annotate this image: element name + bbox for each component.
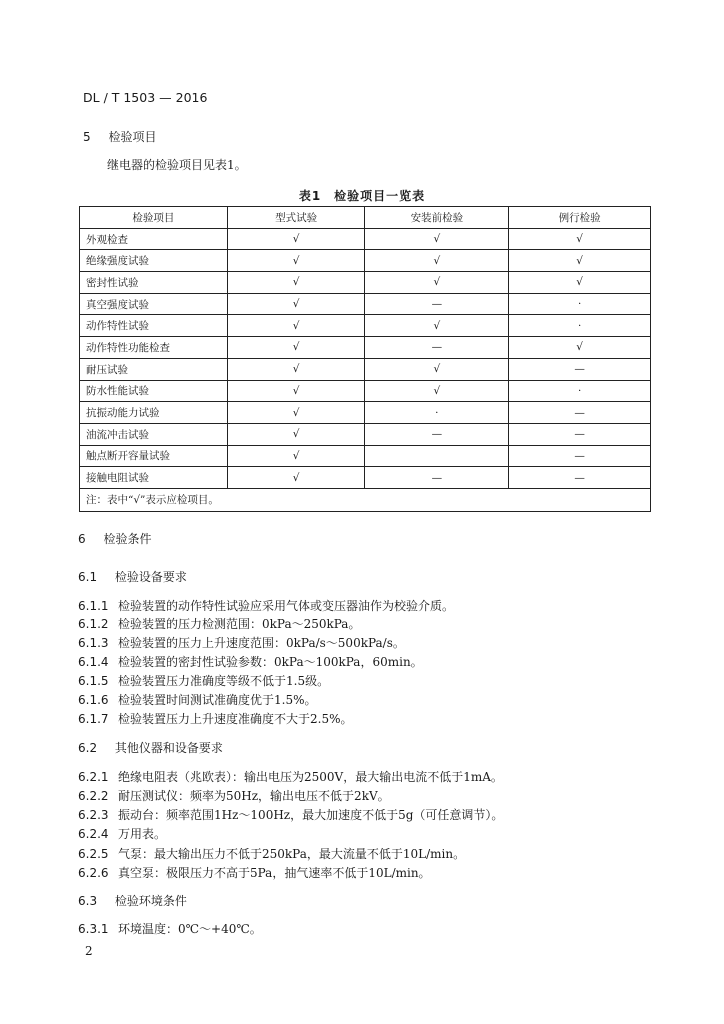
routine-cell: · bbox=[509, 380, 651, 402]
item-name: 真空强度试验 bbox=[80, 293, 228, 315]
item-name: 油流冲击试验 bbox=[80, 423, 228, 445]
clause-6-2-5 bbox=[78, 845, 465, 862]
item-name: 动作特性试验 bbox=[80, 315, 228, 337]
type-test-cell: √ bbox=[227, 423, 365, 445]
section-number: 6 bbox=[78, 532, 86, 546]
clause-number: 6.1.7 bbox=[78, 712, 109, 726]
clause-number: 6.1.3 bbox=[78, 636, 109, 650]
type-test-cell: √ bbox=[227, 315, 365, 337]
type-test-cell: √ bbox=[227, 358, 365, 380]
clause-text: 检验装置的密封性试验参数：0kPa～100kPa，60min。 bbox=[118, 655, 423, 669]
clause-6-2-2 bbox=[78, 787, 390, 804]
routine-cell: — bbox=[509, 467, 651, 489]
clause-text: 环境温度：0℃～+40℃。 bbox=[118, 922, 262, 936]
section-title: 检验设备要求 bbox=[114, 570, 187, 584]
table-note-row bbox=[80, 488, 651, 511]
document-header: DL / T 1503 — 2016 bbox=[83, 90, 208, 105]
clause-number: 6.1.4 bbox=[78, 655, 109, 669]
routine-cell: — bbox=[509, 358, 651, 380]
clause-number: 6.1.1 bbox=[78, 599, 109, 613]
clause-6-1-3 bbox=[78, 634, 405, 651]
item-name: 密封性试验 bbox=[80, 272, 228, 294]
clause-6-3-1 bbox=[78, 920, 262, 937]
item-name: 抗振动能力试验 bbox=[80, 402, 228, 424]
table-row bbox=[80, 380, 651, 402]
item-name: 触点断开容量试验 bbox=[80, 445, 228, 467]
section-5-heading bbox=[83, 128, 156, 145]
clause-6-1-6 bbox=[78, 691, 317, 708]
routine-cell: √ bbox=[509, 250, 651, 272]
table-caption: 表1 检验项目一览表 bbox=[298, 189, 426, 203]
table-note: 注：表中“√”表示应检项目。 bbox=[80, 488, 651, 511]
section-number: 6.3 bbox=[78, 894, 98, 908]
table-row bbox=[80, 402, 651, 424]
table-row bbox=[80, 228, 651, 250]
table-header-row bbox=[80, 207, 651, 229]
pre-install-cell: √ bbox=[365, 380, 509, 402]
item-name: 绝缘强度试验 bbox=[80, 250, 228, 272]
clause-text: 气泵：最大输出压力不低于250kPa，最大流量不低于10L/min。 bbox=[118, 847, 466, 861]
clause-6-2-6 bbox=[78, 864, 431, 881]
type-test-cell: √ bbox=[227, 272, 365, 294]
clause-number: 6.1.2 bbox=[78, 617, 109, 631]
clause-text: 检验装置的压力检测范围：0kPa～250kPa。 bbox=[118, 617, 361, 631]
clause-6-2-4 bbox=[78, 825, 166, 842]
inspection-table bbox=[79, 206, 651, 512]
pre-install-cell: · bbox=[365, 402, 509, 424]
column-header: 例行检验 bbox=[509, 207, 651, 229]
clause-number: 6.1.6 bbox=[78, 693, 109, 707]
pre-install-cell: √ bbox=[365, 272, 509, 294]
clause-text: 检验装置压力上升速度准确度不大于2.5%。 bbox=[118, 712, 353, 726]
clause-number: 6.1.5 bbox=[78, 674, 109, 688]
pre-install-cell: √ bbox=[365, 228, 509, 250]
clause-6-1-7 bbox=[78, 710, 353, 727]
clause-text: 真空泵：极限压力不高于5Pa，抽气速率不低于10L/min。 bbox=[118, 866, 431, 880]
routine-cell: — bbox=[509, 402, 651, 424]
section-number: 6.1 bbox=[78, 570, 98, 584]
clause-6-2-1 bbox=[78, 768, 503, 785]
section-title: 检验环境条件 bbox=[114, 894, 187, 908]
clause-text: 耐压测试仪：频率为50Hz，输出电压不低于2kV。 bbox=[118, 789, 390, 803]
routine-cell: — bbox=[509, 423, 651, 445]
clause-text: 检验装置时间测试准确度优于1.5%。 bbox=[118, 693, 317, 707]
pre-install-cell: √ bbox=[365, 358, 509, 380]
table-row bbox=[80, 250, 651, 272]
clause-text: 检验装置压力准确度等级不低于1.5级。 bbox=[118, 674, 330, 688]
item-name: 动作特性功能检查 bbox=[80, 337, 228, 359]
routine-cell: √ bbox=[509, 337, 651, 359]
item-name: 防水性能试验 bbox=[80, 380, 228, 402]
table-row bbox=[80, 423, 651, 445]
pre-install-cell: — bbox=[365, 467, 509, 489]
routine-cell: √ bbox=[509, 228, 651, 250]
column-header: 检验项目 bbox=[80, 207, 228, 229]
table-row bbox=[80, 358, 651, 380]
table-row bbox=[80, 467, 651, 489]
table-row bbox=[80, 315, 651, 337]
page-number: 2 bbox=[85, 944, 93, 958]
column-header: 型式试验 bbox=[227, 207, 365, 229]
section-number: 5 bbox=[83, 130, 91, 144]
routine-cell: √ bbox=[509, 272, 651, 294]
pre-install-cell: √ bbox=[365, 250, 509, 272]
clause-number: 6.2.3 bbox=[78, 808, 109, 822]
section-6-1-heading bbox=[78, 568, 187, 585]
table-row bbox=[80, 293, 651, 315]
type-test-cell: √ bbox=[227, 467, 365, 489]
clause-number: 6.2.5 bbox=[78, 847, 109, 861]
clause-text: 振动台：频率范围1Hz～100Hz，最大加速度不低于5g（可任意调节）。 bbox=[118, 808, 504, 822]
clause-text: 绝缘电阻表（兆欧表）：输出电压为2500V，最大输出电流不低于1mA。 bbox=[118, 770, 503, 784]
section-title: 检验项目 bbox=[108, 130, 157, 144]
routine-cell: · bbox=[509, 315, 651, 337]
section-title: 检验条件 bbox=[103, 532, 152, 546]
type-test-cell: √ bbox=[227, 293, 365, 315]
clause-number: 6.2.2 bbox=[78, 789, 109, 803]
type-test-cell: √ bbox=[227, 402, 365, 424]
item-name: 接触电阻试验 bbox=[80, 467, 228, 489]
pre-install-cell: — bbox=[365, 293, 509, 315]
clause-number: 6.3.1 bbox=[78, 922, 109, 936]
type-test-cell: √ bbox=[227, 445, 365, 467]
clause-6-1-5 bbox=[78, 672, 329, 689]
table-row bbox=[80, 337, 651, 359]
type-test-cell: √ bbox=[227, 228, 365, 250]
routine-cell: · bbox=[509, 293, 651, 315]
clause-6-2-3 bbox=[78, 806, 503, 823]
routine-cell: — bbox=[509, 445, 651, 467]
item-name: 耐压试验 bbox=[80, 358, 228, 380]
pre-install-cell: √ bbox=[365, 315, 509, 337]
column-header: 安装前检验 bbox=[365, 207, 509, 229]
clause-number: 6.2.1 bbox=[78, 770, 109, 784]
clause-6-1-1 bbox=[78, 597, 454, 614]
clause-text: 检验装置的压力上升速度范围：0kPa/s～500kPa/s。 bbox=[118, 636, 405, 650]
clause-number: 6.2.6 bbox=[78, 866, 109, 880]
clause-number: 6.2.4 bbox=[78, 827, 109, 841]
section-6-heading bbox=[78, 530, 151, 547]
section-title: 其他仪器和设备要求 bbox=[114, 741, 223, 755]
type-test-cell: √ bbox=[227, 380, 365, 402]
section-6-3-heading bbox=[78, 892, 187, 909]
pre-install-cell: — bbox=[365, 337, 509, 359]
clause-text: 检验装置的动作特性试验应采用气体或变压器油作为校验介质。 bbox=[118, 599, 455, 613]
table-row bbox=[80, 272, 651, 294]
type-test-cell: √ bbox=[227, 250, 365, 272]
section-number: 6.2 bbox=[78, 741, 98, 755]
section-5-intro: 继电器的检验项目见表1。 bbox=[107, 158, 247, 172]
clause-6-1-4 bbox=[78, 653, 423, 670]
type-test-cell: √ bbox=[227, 337, 365, 359]
section-6-2-heading bbox=[78, 739, 223, 756]
table-row bbox=[80, 445, 651, 467]
clause-text: 万用表。 bbox=[118, 827, 167, 841]
item-name: 外观检查 bbox=[80, 228, 228, 250]
clause-6-1-2 bbox=[78, 615, 360, 632]
pre-install-cell: — bbox=[365, 423, 509, 445]
pre-install-cell bbox=[365, 445, 509, 467]
